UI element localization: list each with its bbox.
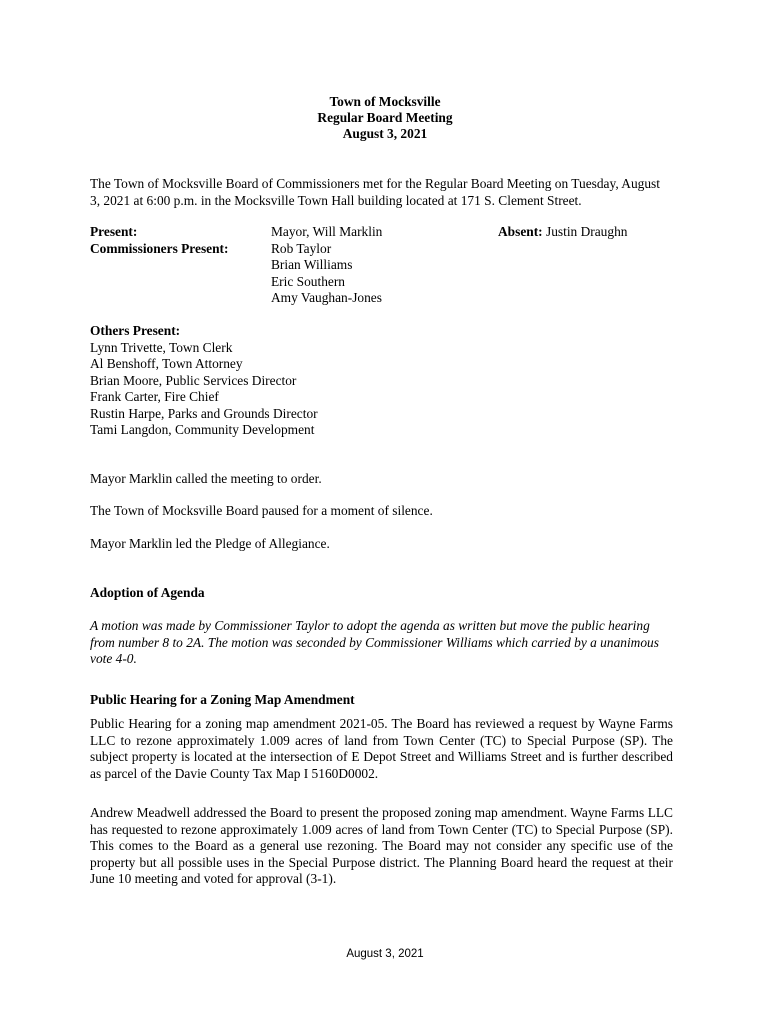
others-present-name: Rustin Harpe, Parks and Grounds Director: [90, 405, 318, 421]
commissioners-present-label: Commissioners Present:: [90, 240, 229, 256]
absent-label: Absent:: [498, 224, 543, 239]
attendance-labels: [90, 224, 228, 257]
absent-entry: [498, 224, 627, 241]
intro-paragraph: The Town of Mocksville Board of Commissioners met for the Regular Board Meeting on Tuesday, August 3, 2021 at 6:00 p.m. in the Mocksville Town Hall building located at 171 S. Clement Street.: [90, 176, 660, 208]
moment-of-silence-paragraph: The Town of Mocksville Board paused for a moment of silence.: [90, 503, 433, 518]
others-present-name: Lynn Trivette, Town Clerk: [90, 339, 233, 355]
others-present: [90, 323, 673, 439]
attendee-name: Brian Williams: [271, 257, 353, 272]
header-date: August 3, 2021: [342, 126, 428, 141]
present-label: Present:: [90, 224, 138, 239]
others-present-name: Al Benshoff, Town Attorney: [90, 356, 243, 371]
attendance-names: [271, 224, 382, 307]
others-present-name: Tami Langdon, Community Development: [90, 422, 315, 437]
agenda-heading: Adoption of Agenda: [90, 585, 205, 600]
call-to-order-paragraph: Mayor Marklin called the meeting to order.: [90, 471, 322, 486]
document-header: [0, 94, 770, 142]
absent-name: Justin Draughn: [546, 224, 628, 239]
page-footer-date: August 3, 2021: [346, 948, 424, 960]
pledge-paragraph: Mayor Marklin led the Pledge of Allegiance.: [90, 536, 330, 551]
agenda-motion-paragraph: A motion was made by Commissioner Taylor to adopt the agenda as written but move the public hearing from number 8 to 2A. The motion was seconded by Commissioner Williams which carried by a unanimous vote 4-0.: [90, 618, 659, 666]
attendee-name: Mayor, Will Marklin: [271, 224, 383, 239]
attendee-name: Rob Taylor: [271, 240, 332, 256]
others-present-name: Brian Moore, Public Services Director: [90, 372, 297, 388]
zoning-hearing-paragraph-2: Andrew Meadwell addressed the Board to present the proposed zoning map amendment. Wayne Farms LLC has requested to rezone approximately 1.009 acres of land from Town Center (TC) to Special Purpose (SP). This comes to the Board as a general use rezoning. The Board may not consider any specific use of the property but all possible uses in the Special Purpose district. The Planning Board heard the request at their June 10 meeting and voted for approval (3-1).: [90, 805, 673, 886]
attendee-name: Eric Southern: [271, 273, 346, 289]
zoning-hearing-paragraph-1: Public Hearing for a zoning map amendment 2021-05. The Board has reviewed a request by Wayne Farms LLC to rezone approximately 1.009 acres of land from Town Center (TC) to Special Purpose (SP). The subject property is located at the intersection of E Depot Street and Williams Street and is further described as parcel of the Davie County Tax Map I 5160D0002.: [90, 716, 673, 781]
header-meeting-type: Regular Board Meeting: [317, 110, 453, 125]
others-present-name: Frank Carter, Fire Chief: [90, 389, 219, 404]
header-town: Town of Mocksville: [329, 94, 441, 109]
zoning-hearing-heading: Public Hearing for a Zoning Map Amendment: [90, 692, 355, 707]
others-present-title: Others Present:: [90, 323, 181, 338]
attendee-name: Amy Vaughan-Jones: [271, 290, 382, 305]
